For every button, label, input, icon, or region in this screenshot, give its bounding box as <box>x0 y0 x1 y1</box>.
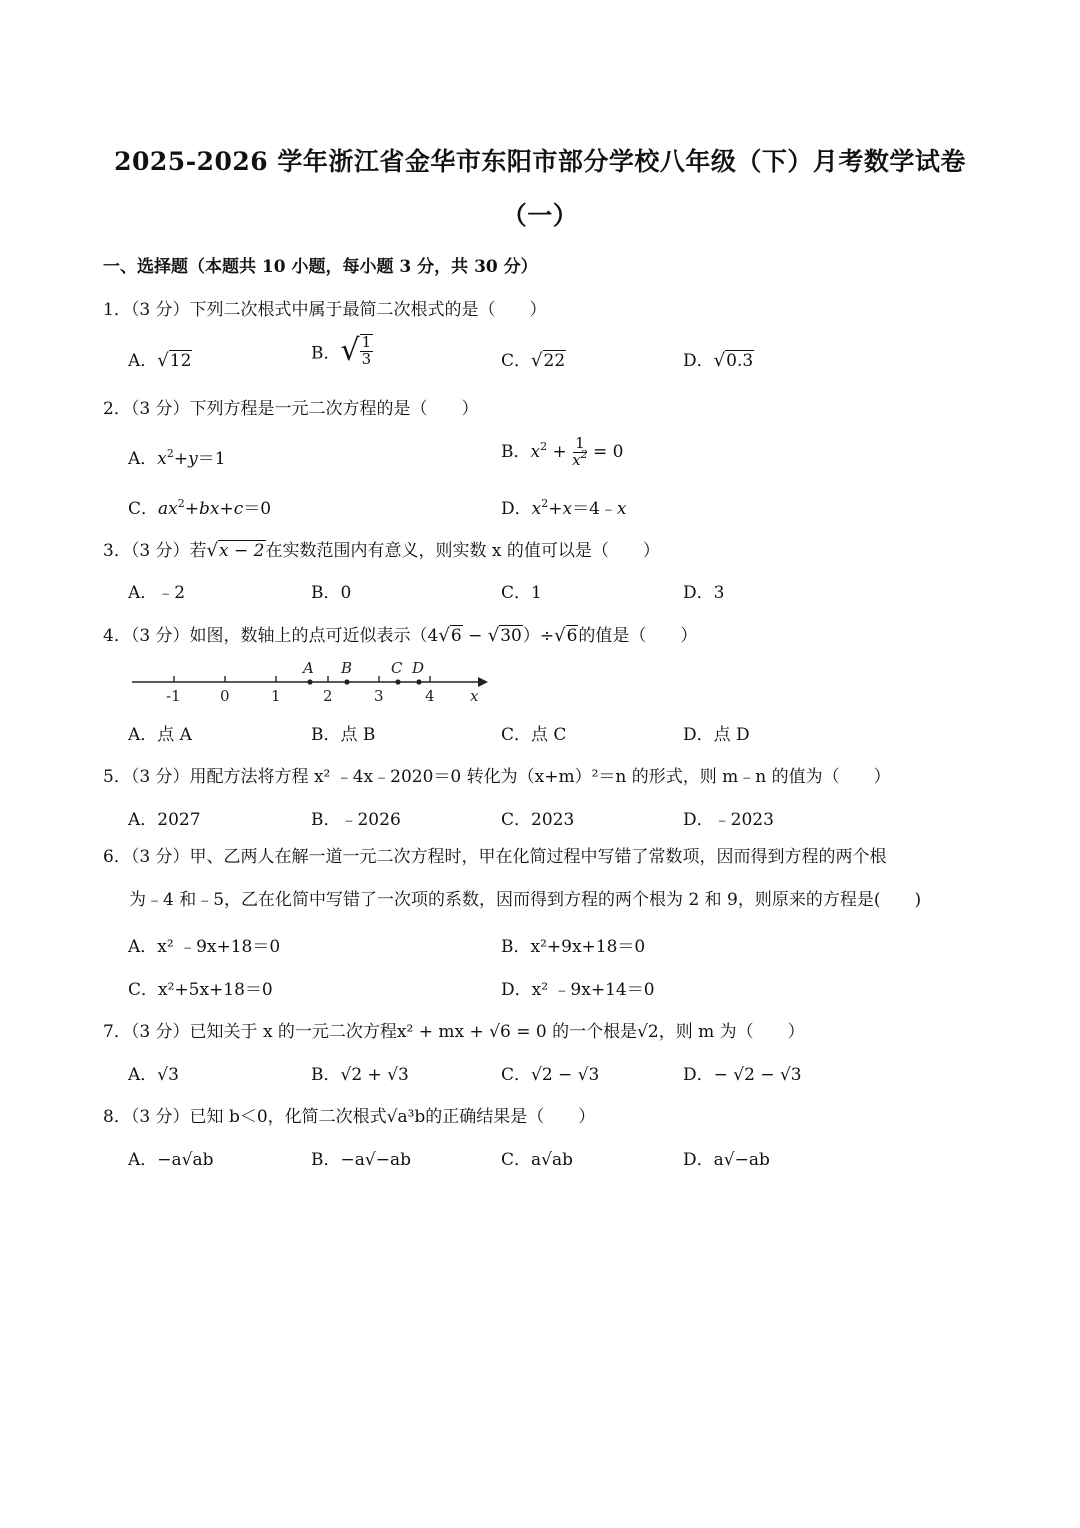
q6-option-d[interactable]: D．x² ﹣9x+14＝0 <box>501 980 655 1000</box>
tick-label: 3 <box>374 687 384 705</box>
tick-label: 1 <box>271 687 281 705</box>
q8-option-b[interactable]: B．−a√−ab <box>311 1150 411 1170</box>
exam-title-subtitle: （一） <box>501 201 579 230</box>
q3-option-d[interactable]: D．3 <box>683 583 725 603</box>
question-1-stem: 1．（3 分）下列二次根式中属于最简二次根式的是（ ） <box>103 300 547 320</box>
tick-label: 0 <box>220 687 230 705</box>
q4-option-c[interactable]: C．点 C <box>501 725 567 745</box>
q6-option-c[interactable]: C．x²+5x+18＝0 <box>128 980 273 1000</box>
q8-option-a[interactable]: A．−a√ab <box>128 1150 214 1170</box>
tick-label: 2 <box>323 687 333 705</box>
question-6-stem: 6．（3 分）甲、乙两人在解一道一元二次方程时，甲在化简过程中写错了常数项，因而得到方程的两个根 为﹣4 和﹣5，乙在化简中写错了一次项的系数，因而得到方程的两个根为 2 和 9，则原来的方程是( ) <box>103 847 922 910</box>
point-c <box>395 679 400 684</box>
q7-option-b[interactable]: B．√2 + √3 <box>311 1065 409 1085</box>
q8-option-d[interactable]: D．a√−ab <box>683 1150 770 1170</box>
q5-option-c[interactable]: C．2023 <box>501 810 575 830</box>
q6-option-a[interactable]: A．x² ﹣9x+18＝0 <box>128 937 281 957</box>
q4-option-a[interactable]: A．点 A <box>128 725 192 745</box>
axis-label: x <box>470 687 479 705</box>
q4-option-b[interactable]: B．点 B <box>311 725 376 745</box>
number-line-figure <box>130 655 490 707</box>
q6-option-b[interactable]: B．x²+9x+18＝0 <box>501 937 646 957</box>
q7-option-a[interactable]: A．√3 <box>128 1065 179 1085</box>
point-d <box>416 679 421 684</box>
q5-option-d[interactable]: D．﹣2023 <box>683 810 774 830</box>
q7-option-d[interactable]: D．− √2 − √3 <box>683 1065 802 1085</box>
point-label: B <box>341 659 353 677</box>
question-3-stem: 3．（3 分）若√x − 2在实数范围内有意义，则实数 x 的值可以是（ ） <box>103 540 660 561</box>
q7-option-c[interactable]: C．√2 − √3 <box>501 1065 600 1085</box>
question-5-stem: 5．（3 分）用配方法将方程 x² ﹣4x﹣2020＝0 转化为（x+m）²＝n 的形式，则 m﹣n 的值为（ ） <box>103 767 891 787</box>
q3-option-c[interactable]: C．1 <box>501 583 542 603</box>
q2-option-c[interactable]: C．$ax^2+bx+c=0$ <box>128 497 272 519</box>
q1-option-d[interactable]: D．√0.3 <box>683 350 754 371</box>
question-4-stem: 4．（3 分）如图，数轴上的点可近似表示（4√6 − √30）÷√6的值是（ ） <box>103 625 698 646</box>
point-label: D <box>412 659 425 677</box>
q1-option-a[interactable]: A．√12 <box>128 350 192 371</box>
tick-label: -1 <box>166 687 181 705</box>
question-2-stem: 2．（3 分）下列方程是一元二次方程的是（ ） <box>103 399 479 419</box>
exam-title: 2025-2026 学年浙江省金华市东阳市部分学校八年级（下）月考数学试卷 <box>114 147 966 176</box>
question-8-stem: 8．（3 分）已知 b＜0，化简二次根式√a³b的正确结果是（ ） <box>103 1107 596 1127</box>
q2-option-b[interactable]: B．$x^2$ + $\frac{1}{x^2}$ = 0 <box>501 434 624 469</box>
q5-option-b[interactable]: B．﹣2026 <box>311 810 401 830</box>
number-line-arrow-icon <box>478 677 488 687</box>
q1-option-c[interactable]: C．√22 <box>501 350 566 371</box>
q1-option-b[interactable]: B． √ $\frac{1}{3}$ <box>311 332 372 368</box>
section-heading: 一、选择题（本题共 10 小题，每小题 3 分，共 30 分） <box>103 257 538 277</box>
q2-option-a[interactable]: A．$x^2+y=1$ <box>128 447 226 469</box>
q8-option-c[interactable]: C．a√ab <box>501 1150 573 1170</box>
point-label: C <box>391 659 403 677</box>
point-b <box>344 679 349 684</box>
tick-label: 4 <box>425 687 435 705</box>
q2-option-d[interactable]: D．$x^2+x=4﹣x$ <box>501 497 627 519</box>
q3-option-a[interactable]: A．﹣2 <box>128 583 186 603</box>
q3-option-b[interactable]: B．0 <box>311 583 352 603</box>
q5-option-a[interactable]: A．2027 <box>128 810 201 830</box>
q4-option-d[interactable]: D．点 D <box>683 725 750 745</box>
question-7-stem: 7．（3 分）已知关于 x 的一元二次方程x² + mx + √6 = 0 的一个根是√2，则 m 为（ ） <box>103 1022 805 1042</box>
point-a <box>307 679 312 684</box>
point-label: A <box>303 659 314 677</box>
